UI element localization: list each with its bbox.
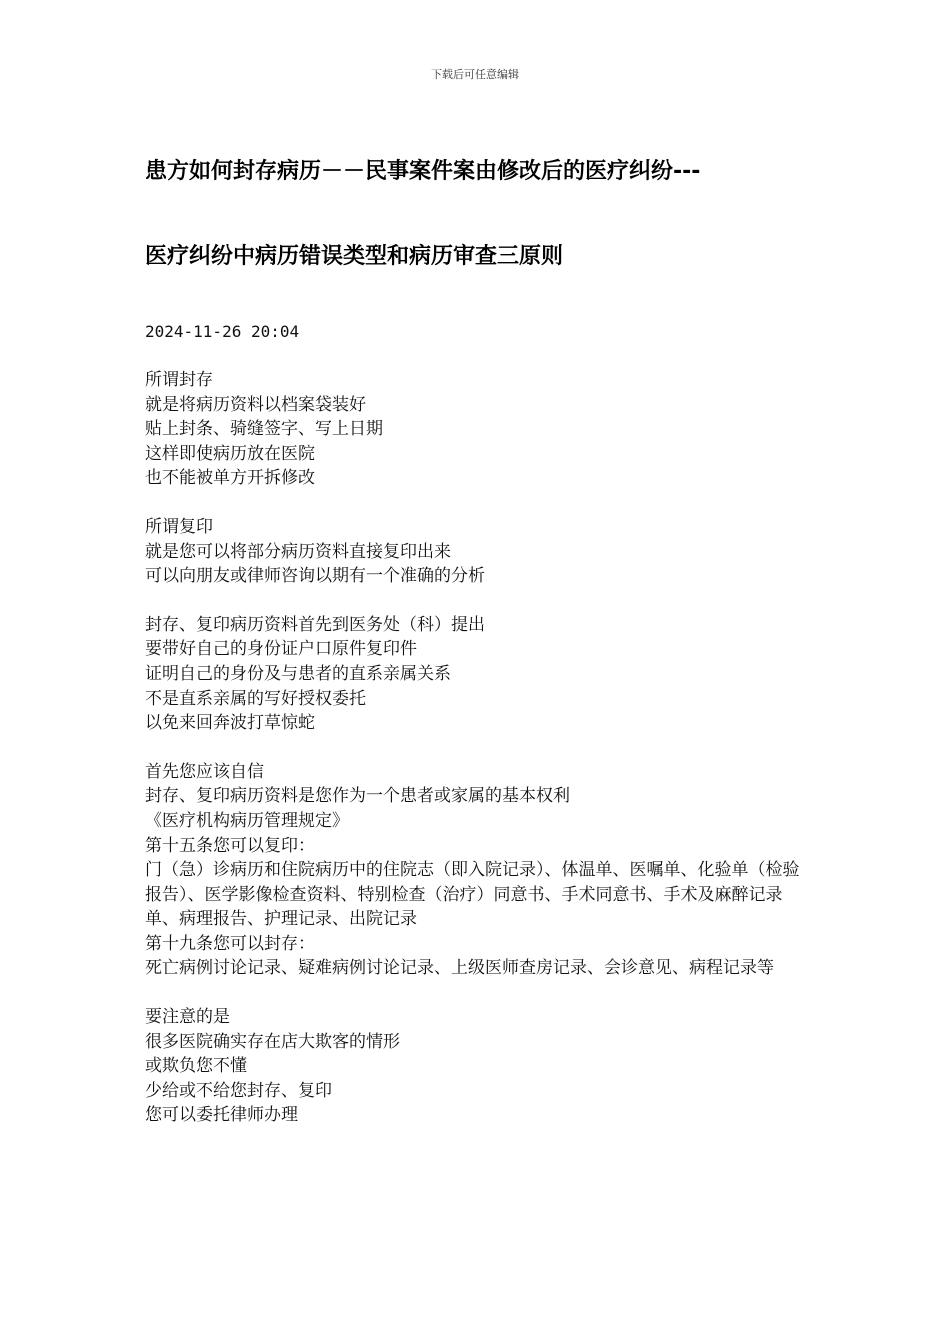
- text-line: 就是您可以将部分病历资料直接复印出来: [145, 541, 451, 562]
- text-line: 《医疗机构病历管理规定》: [145, 810, 349, 831]
- text-line: 封存、复印病历资料首先到医务处（科）提出: [145, 614, 485, 635]
- paragraph-rights-regulations: [145, 760, 805, 981]
- paragraph-caution: [145, 1005, 805, 1128]
- text-line: 所谓复印: [145, 516, 213, 537]
- text-line: 死亡病例讨论记录、疑难病例讨论记录、上级医师查房记录、会诊意见、病程记录等: [145, 958, 774, 979]
- text-line: 贴上封条、骑缝签字、写上日期: [145, 419, 383, 440]
- text-line: 或欺负您不懂: [145, 1056, 247, 1077]
- document-body: [145, 368, 805, 1152]
- page-header-note: 下载后可任意编辑: [431, 68, 519, 81]
- text-line: 第十九条您可以封存：: [145, 933, 315, 954]
- text-line: 可以向朋友或律师咨询以期有一个准确的分析: [145, 566, 485, 587]
- text-line: 以免来回奔波打草惊蛇: [145, 713, 315, 734]
- text-line: 门（急）诊病历和住院病历中的住院志（即入院记录）、体温单、医嘱单、化验单（检验报告）、医学影像检查资料、特别检查（治疗）同意书、手术同意书、手术及麻醉记录单、病理报告、护理记录、出院记录: [145, 860, 800, 930]
- text-line: 封存、复印病历资料是您作为一个患者或家属的基本权利: [145, 786, 570, 807]
- text-line: 所谓封存: [145, 370, 213, 390]
- text-line: 第十五条您可以复印：: [145, 835, 315, 856]
- text-line: 不是直系亲属的写好授权委托: [145, 688, 366, 709]
- text-line: 也不能被单方开拆修改: [145, 468, 315, 489]
- publish-date: 2024-11-26 20:04: [145, 322, 300, 341]
- text-line: 这样即使病历放在医院: [145, 443, 315, 464]
- paragraph-procedure: [145, 613, 805, 736]
- text-line: 证明自己的身份及与患者的直系亲属关系: [145, 663, 451, 684]
- text-line: 很多医院确实存在店大欺客的情形: [145, 1031, 400, 1052]
- document-title-line-2: 医疗纠纷中病历错误类型和病历审查三原则: [145, 244, 564, 269]
- text-line: 少给或不给您封存、复印: [145, 1080, 332, 1101]
- text-line: 要带好自己的身份证户口原件复印件: [145, 639, 417, 660]
- document-title-line-1: 患方如何封存病历－－民事案件案由修改后的医疗纠纷---: [145, 159, 701, 184]
- text-line: 您可以委托律师办理: [145, 1105, 298, 1126]
- paragraph-copy-definition: [145, 515, 805, 589]
- text-line: 就是将病历资料以档案袋装好: [145, 394, 366, 415]
- text-line: 首先您应该自信: [145, 761, 264, 782]
- text-line: 要注意的是: [145, 1007, 230, 1028]
- paragraph-sealing-definition: [145, 368, 805, 491]
